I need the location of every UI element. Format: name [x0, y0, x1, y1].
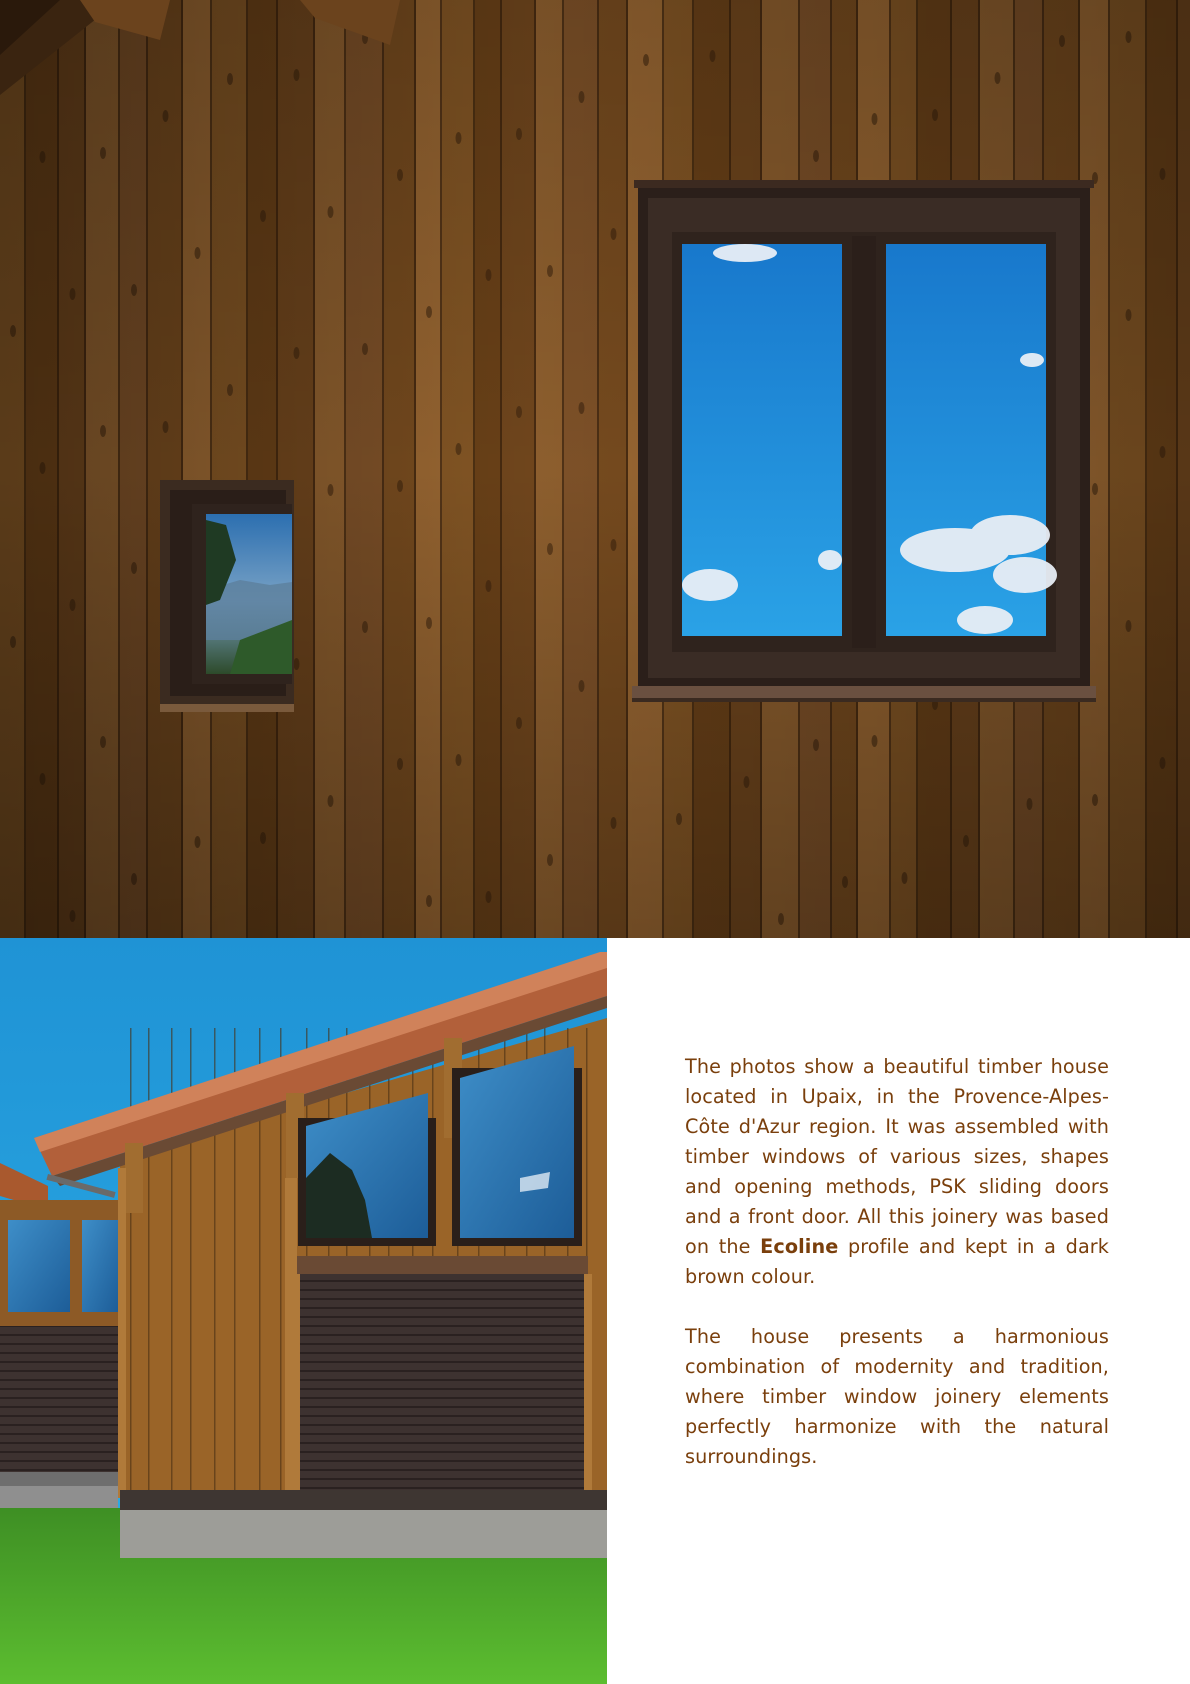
description-paragraph-1: [685, 1052, 1109, 1292]
paragraph-1-text: The photos show a beautiful timber house located in Upaix, in the Provence-Alpes-Côte d'Azur region. It was assembled with timber windows of various sizes, shapes and opening methods, PSK sliding doors and a front door. All this joinery was based on the: [685, 1055, 1109, 1258]
description-paragraph-2: The house presents a harmonious combination of modernity and tradition, where timber window joinery elements perfectly harmonize with the natural surroundings.: [685, 1325, 1109, 1468]
timber-house-photo: [0, 938, 607, 1684]
ecoline-profile-name: Ecoline: [760, 1235, 839, 1258]
paragraph-1-text-end: profile and kept in a dark brown colour.: [685, 1235, 1109, 1288]
large-window: [632, 180, 1096, 702]
project-description: [685, 1052, 1109, 1472]
small-window: [160, 480, 294, 712]
roller-shutter: [298, 1274, 586, 1496]
background-building: [0, 1163, 118, 1508]
